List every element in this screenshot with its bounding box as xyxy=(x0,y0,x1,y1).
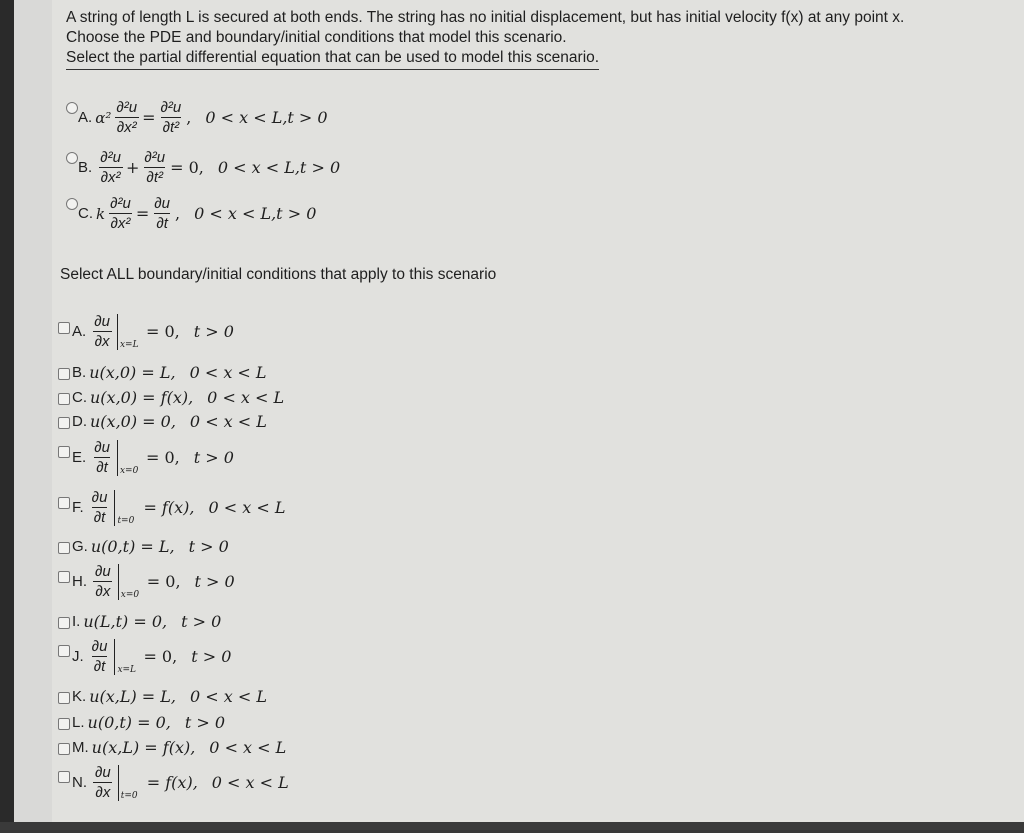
question-panel xyxy=(52,0,1024,822)
pde-option-b-domain: 0 < x < L,t > 0 xyxy=(217,158,341,177)
pde-option-b-letter: B. xyxy=(78,159,93,176)
condition-h-checkbox[interactable] xyxy=(58,571,70,583)
condition-g[interactable]: G. u(0,t) = L, t > 0 xyxy=(72,537,229,556)
pde-option-a-radio[interactable] xyxy=(66,102,78,114)
pde-option-a-rhs: $\frac{\text{∂²u}}{\text{∂t²}}$ xyxy=(160,99,182,136)
question-line-1: A string of length L is secured at both ends. The string has no initial displacement, but has initial velocity f(x) at any point x. xyxy=(66,9,905,26)
condition-h[interactable]: H. $\frac{\partial u}{\partial x}$ x=0 = 0, t > 0 xyxy=(72,563,235,600)
question-line-3: Select the partial differential equation that can be used to model this scenario. xyxy=(66,48,599,70)
condition-n[interactable]: N. $\frac{\partial u}{\partial x}$ t=0 = f(x), 0 < x < L xyxy=(72,764,289,801)
condition-n-checkbox[interactable] xyxy=(58,771,70,783)
condition-g-checkbox[interactable] xyxy=(58,542,70,554)
condition-l[interactable]: L. u(0,t) = 0, t > 0 xyxy=(72,713,226,732)
pde-option-c-operator: = xyxy=(135,204,150,223)
pde-option-c-letter: C. xyxy=(78,205,93,222)
condition-b-checkbox[interactable] xyxy=(58,368,70,380)
condition-d-checkbox[interactable] xyxy=(58,417,70,429)
question-text xyxy=(66,8,1006,70)
pde-option-a-domain: 0 < x < L,t > 0 xyxy=(205,108,328,127)
pde-option-a-letter: A. xyxy=(78,109,93,126)
pde-option-a[interactable]: A. α² $\frac{\text{∂²u}}{\text{∂x²}}$ = $\frac{\text{∂²u}}{\text{∂t²}}$ , 0 < x < L,t > 0 xyxy=(78,99,328,136)
condition-a-checkbox[interactable] xyxy=(58,322,70,334)
pde-option-b-rhs: $\frac{\text{∂²u}}{\text{∂t²}}$ xyxy=(144,149,166,186)
pde-option-c-lhs: $\frac{\text{∂²u}}{\text{∂x²}}$ xyxy=(110,195,131,232)
pde-option-b-operator: + xyxy=(125,158,140,177)
condition-c-checkbox[interactable] xyxy=(58,393,70,405)
pde-option-c-rhs: $\frac{\partial u}{\partial t}$ xyxy=(154,195,171,232)
pde-option-c-radio[interactable] xyxy=(66,198,78,210)
condition-k-checkbox[interactable] xyxy=(58,692,70,704)
screen-frame-left xyxy=(0,0,14,833)
condition-f-checkbox[interactable] xyxy=(58,497,70,509)
condition-k[interactable]: K. u(x,L) = L, 0 < x < L xyxy=(72,687,267,706)
condition-f[interactable]: F. $\frac{\partial u}{\partial t}$ t=0 = f(x), 0 < x < L xyxy=(72,489,286,526)
pde-option-c[interactable]: C. k $\frac{\text{∂²u}}{\text{∂x²}}$ = $\frac{\partial u}{\partial t}$ , 0 < x < L,t > 0 xyxy=(78,195,317,232)
condition-d[interactable]: D. u(x,0) = 0, 0 < x < L xyxy=(72,412,267,431)
condition-c[interactable]: C. u(x,0) = f(x), 0 < x < L xyxy=(72,388,285,407)
question-line-2: Choose the PDE and boundary/initial conditions that model this scenario. xyxy=(66,29,567,46)
pde-option-b[interactable]: B. $\frac{\text{∂²u}}{\text{∂x²}}$ + $\frac{\text{∂²u}}{\text{∂t²}}$ = 0, 0 < x < L,t > 0 xyxy=(78,149,341,186)
condition-j[interactable]: J. $\frac{\partial u}{\partial t}$ x=L = 0, t > 0 xyxy=(72,638,232,675)
condition-m-checkbox[interactable] xyxy=(58,743,70,755)
condition-j-checkbox[interactable] xyxy=(58,645,70,657)
pde-option-a-lhs: $\frac{\text{∂²u}}{\text{∂x²}}$ xyxy=(116,99,138,136)
pde-option-a-prefix: α² xyxy=(95,108,112,127)
screen-frame-bottom xyxy=(0,822,1024,833)
pde-option-a-operator: = xyxy=(142,108,156,127)
condition-e[interactable]: E. $\frac{\partial u}{\partial t}$ x=0 = 0, t > 0 xyxy=(72,439,234,476)
condition-i-checkbox[interactable] xyxy=(58,617,70,629)
condition-m[interactable]: M. u(x,L) = f(x), 0 < x < L xyxy=(72,738,287,757)
pde-option-c-domain: 0 < x < L,t > 0 xyxy=(194,204,317,223)
conditions-prompt: Select ALL boundary/initial conditions that apply to this scenario xyxy=(60,266,497,283)
pde-option-b-radio[interactable] xyxy=(66,152,78,164)
pde-option-c-prefix: k xyxy=(96,204,106,223)
condition-a[interactable]: A. $\frac{\partial u}{\partial x}$ x=L = 0, t > 0 xyxy=(72,313,234,350)
condition-b[interactable]: B. u(x,0) = L, 0 < x < L xyxy=(72,363,267,382)
condition-l-checkbox[interactable] xyxy=(58,718,70,730)
pde-option-b-lhs: $\frac{\text{∂²u}}{\text{∂x²}}$ xyxy=(100,149,121,186)
condition-e-checkbox[interactable] xyxy=(58,446,70,458)
condition-i[interactable]: I. u(L,t) = 0, t > 0 xyxy=(72,612,222,631)
